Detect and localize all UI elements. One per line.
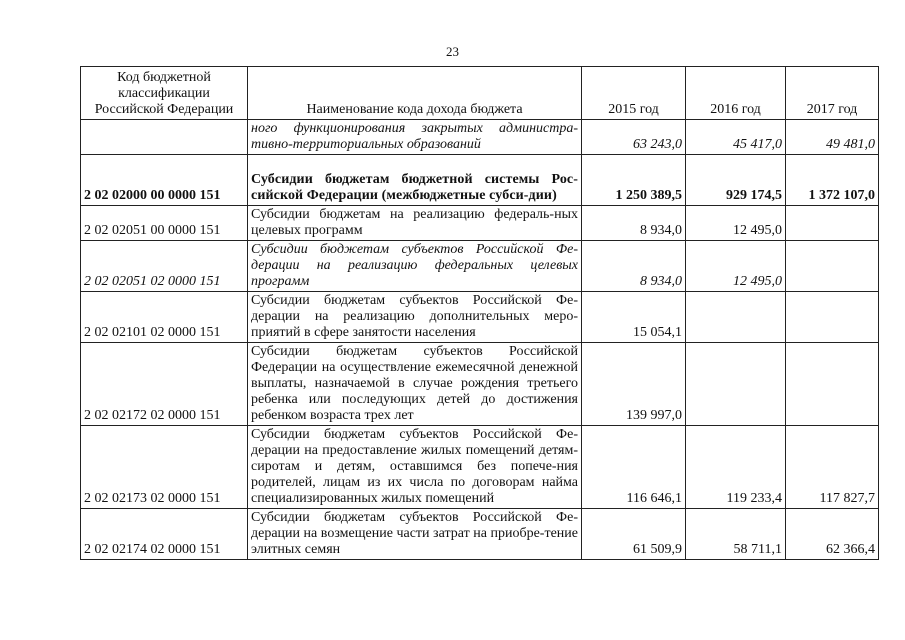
row-value-2015: 116 646,1 [582,426,686,509]
budget-revenue-table [80,66,879,560]
table-row [81,343,879,426]
table-row [81,206,879,241]
table-row [81,120,879,155]
row-value-2016: 12 495,0 [686,241,786,292]
row-name: Субсидии бюджетам субъектов Российской Фе-дерации на реализацию федеральных целевых программ [248,241,582,292]
table-row [81,426,879,509]
row-name: Субсидии бюджетам субъектов Российской Фе-дерации на предоставление жилых помещений детям-сиротам и детям, оставшимся без попече-ния родителей, лицам из их числа по договорам найма специализированных жилых помещений [248,426,582,509]
header-2016: 2016 год [686,67,786,120]
header-2015: 2015 год [582,67,686,120]
table-header-row [81,67,879,120]
row-value-2016: 119 233,4 [686,426,786,509]
row-value-2015: 8 934,0 [582,206,686,241]
table-row [81,241,879,292]
row-value-2015: 15 054,1 [582,292,686,343]
row-code: 2 02 02051 02 0000 151 [81,241,248,292]
row-name: Субсидии бюджетам субъектов Российской Федерации на осуществление ежемесячной денежной выплаты, назначаемой в случае рождения третьего ребенка или последующих детей до достижения ребенком возраста трех лет [248,343,582,426]
row-name: Субсидии бюджетам субъектов Российской Фе-дерации на реализацию дополнительных меро-приятий в сфере занятости населения [248,292,582,343]
header-2017: 2017 год [786,67,879,120]
row-name: Субсидии бюджетам субъектов Российской Фе-дерации на возмещение части затрат на приобре-тение элитных семян [248,509,582,560]
row-value-2017 [786,343,879,426]
row-name: Субсидии бюджетам на реализацию федераль-ных целевых программ [248,206,582,241]
page-number: 23 [446,44,459,59]
row-value-2016: 929 174,5 [686,155,786,206]
row-value-2015: 1 250 389,5 [582,155,686,206]
header-name: Наименование кода дохода бюджета [248,67,582,120]
row-value-2016 [686,343,786,426]
row-code: 2 02 02174 02 0000 151 [81,509,248,560]
row-value-2015: 63 243,0 [582,120,686,155]
row-value-2017: 117 827,7 [786,426,879,509]
table-row [81,292,879,343]
row-code: 2 02 02101 02 0000 151 [81,292,248,343]
table-row [81,509,879,560]
row-value-2016: 45 417,0 [686,120,786,155]
row-value-2017 [786,241,879,292]
row-value-2017 [786,206,879,241]
row-value-2016 [686,292,786,343]
row-value-2015: 139 997,0 [582,343,686,426]
row-code: 2 02 02172 02 0000 151 [81,343,248,426]
row-value-2015: 61 509,9 [582,509,686,560]
row-value-2016: 12 495,0 [686,206,786,241]
row-value-2017 [786,292,879,343]
row-code [81,120,248,155]
row-value-2017: 62 366,4 [786,509,879,560]
row-value-2015: 8 934,0 [582,241,686,292]
header-code: Код бюджетной классификации Российской Федерации [81,67,248,120]
row-name: ного функционирования закрытых администра-тивно-территориальных образований [248,120,582,155]
row-value-2016: 58 711,1 [686,509,786,560]
row-code: 2 02 02000 00 0000 151 [81,155,248,206]
table-row [81,155,879,206]
row-code: 2 02 02051 00 0000 151 [81,206,248,241]
row-value-2017: 49 481,0 [786,120,879,155]
row-value-2017: 1 372 107,0 [786,155,879,206]
row-name: Субсидии бюджетам бюджетной системы Рос-сийской Федерации (межбюджетные субси-дии) [248,155,582,206]
row-code: 2 02 02173 02 0000 151 [81,426,248,509]
